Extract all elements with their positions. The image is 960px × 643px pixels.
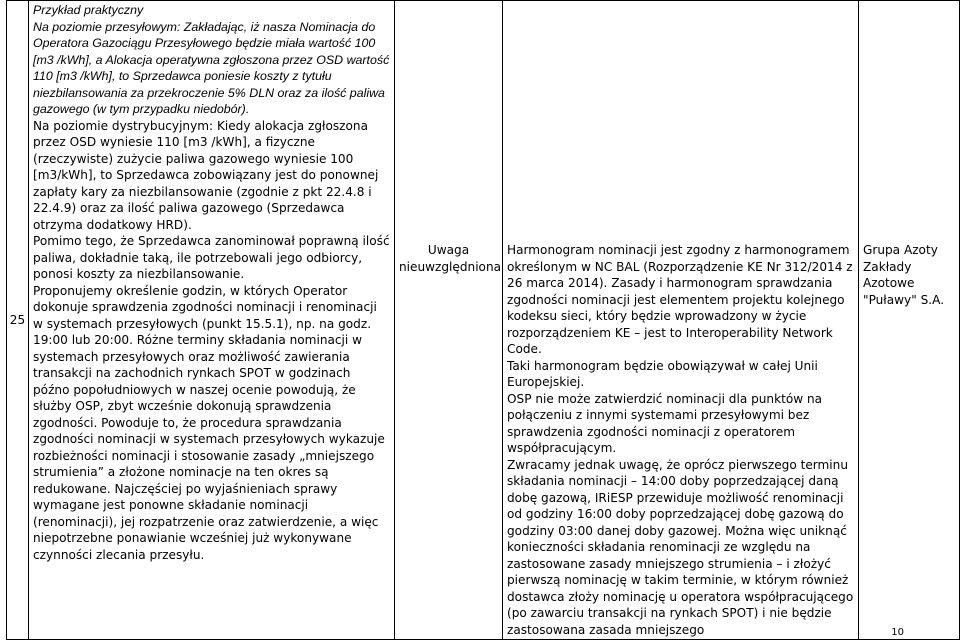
transmission-level-paragraph: Na poziomie przesyłowym: Zakładając, iż nasza Nominacja do Operatora Gazociągu Przesyłowego będzie miała wartość 100 [m3 /kWh], a Alokacja operatywna zgłoszona przez OSD wartość 110 [m3 /kWh], to Sprzedawca poniesie koszty z tytułu niezbilansowania za przekroczenie 5% DLN oraz za ilość paliwa gazowego (w tym przypadku niedobór). (33, 19, 390, 116)
comment-description-cell (29, 1, 395, 640)
example-heading: Przykład praktyczny (33, 3, 144, 17)
comments-table (6, 0, 960, 640)
organization-name: Grupa Azoty Zakłady Azotowe "Puławy" S.A. (863, 243, 945, 307)
organization-cell (859, 1, 960, 640)
row-number: 25 (7, 1, 29, 640)
page-number: 10 (891, 627, 904, 638)
nomination-paragraph: Pomimo tego, że Sprzedawca zanominował poprawną ilość paliwa, dokładnie taką, ile potrzebowali jego odbiorcy, ponosi koszty za niezbilansowanie. (33, 234, 390, 281)
response-paragraph-3: OSP nie może zatwierdzić nominacji dla punktów na połączeniu z innymi systemami przesyłowymi bez sprawdzenia zgodności nominacji z operatorem współpracującym. (507, 391, 823, 455)
response-paragraph-4: Zwracamy jednak uwagę, że oprócz pierwszego terminu składania nominacji – 14:00 doby poprzedzającej daną dobę gazową, IRiESP przewiduje możliwość renominacji od godziny 16:00 doby poprzedzającej dobę gazową do godziny 03:00 danej doby gazowej. Można więc uniknąć konieczności składania renominacji ze względu na zastosowane zasady mniejszego strumienia – i złożyć pierwszą nominację w takim terminie, w którym również dostawca złoży nominację u operatora współpracującego (po zawarciu transakcji na rynkach SPOT) i nie będzie zastosowana zasada mniejszego (507, 457, 854, 637)
response-paragraph-2: Taki harmonogram będzie obowiązywał w całej Unii Europejskiej. (507, 358, 818, 389)
distribution-level-paragraph: Na poziomie dystrybucyjnym: Kiedy alokacja zgłoszona przez OSD wyniesie 110 [m3 /kWh], a fizyczne (rzeczywiste) zużycie paliwa gazowego wyniesie 100 [m3/kWh], to Sprzedawca zobowiązany jest do ponownej zapłaty kary za niezbilansowanie (zgodnie z pkt 22.4.8 i 22.4.9) oraz za ilość paliwa gazowego (Sprzedawca otrzyma dodatkowy HRD). (33, 118, 379, 232)
response-paragraph-1: Harmonogram nominacji jest zgodny z harmonogramem określonym w NC BAL (Rozporządzenie KE Nr 312/2014 z 26 marca 2014). Zasady i harmonogram sprawdzania zgodności nominacji jest elementem projektu kolejnego kodeksu sieci, który będzie wprowadzony w życie rozporządzeniem KE – jest to Interoperability Network Code. (507, 243, 853, 356)
proposal-paragraph: Proponujemy określenie godzin, w których Operator dokonuje sprawdzenia zgodności nominacji i renominacji w systemach przesyłowych (punkt 15.5.1), np. na godz. 19:00 lub 20:00. Różne terminy składania nominacji w systemach przesyłowych oraz możliwość zawierania transakcji na zachodnich rynkach SPOT w godzinach późno popołudniowych w naszej ocenie powodują, że służby OSP, zbyt wcześnie dokonują sprawdzenia zgodności. Powoduje to, że procedura sprawdzania zgodności nominacji w systemach przesyłowych wykazuje rozbieżności nominacji i stosowanie zasady „mniejszego strumienia” a złożone nominacje na ten okres są redukowane. Najczęściej po wyjaśnieniach sprawy wymagane jest ponowne składanie nominacji (renominacji), jej rozpatrzenie oraz zatwierdzenie, a więc niepotrzebne ponawianie wcześniej już wykonywane czynności zlecania przesyłu. (33, 283, 385, 562)
status-text: Uwaga nieuwzględniona (399, 243, 502, 274)
status-cell (395, 1, 503, 640)
response-cell (503, 1, 859, 640)
table-row (7, 1, 960, 640)
